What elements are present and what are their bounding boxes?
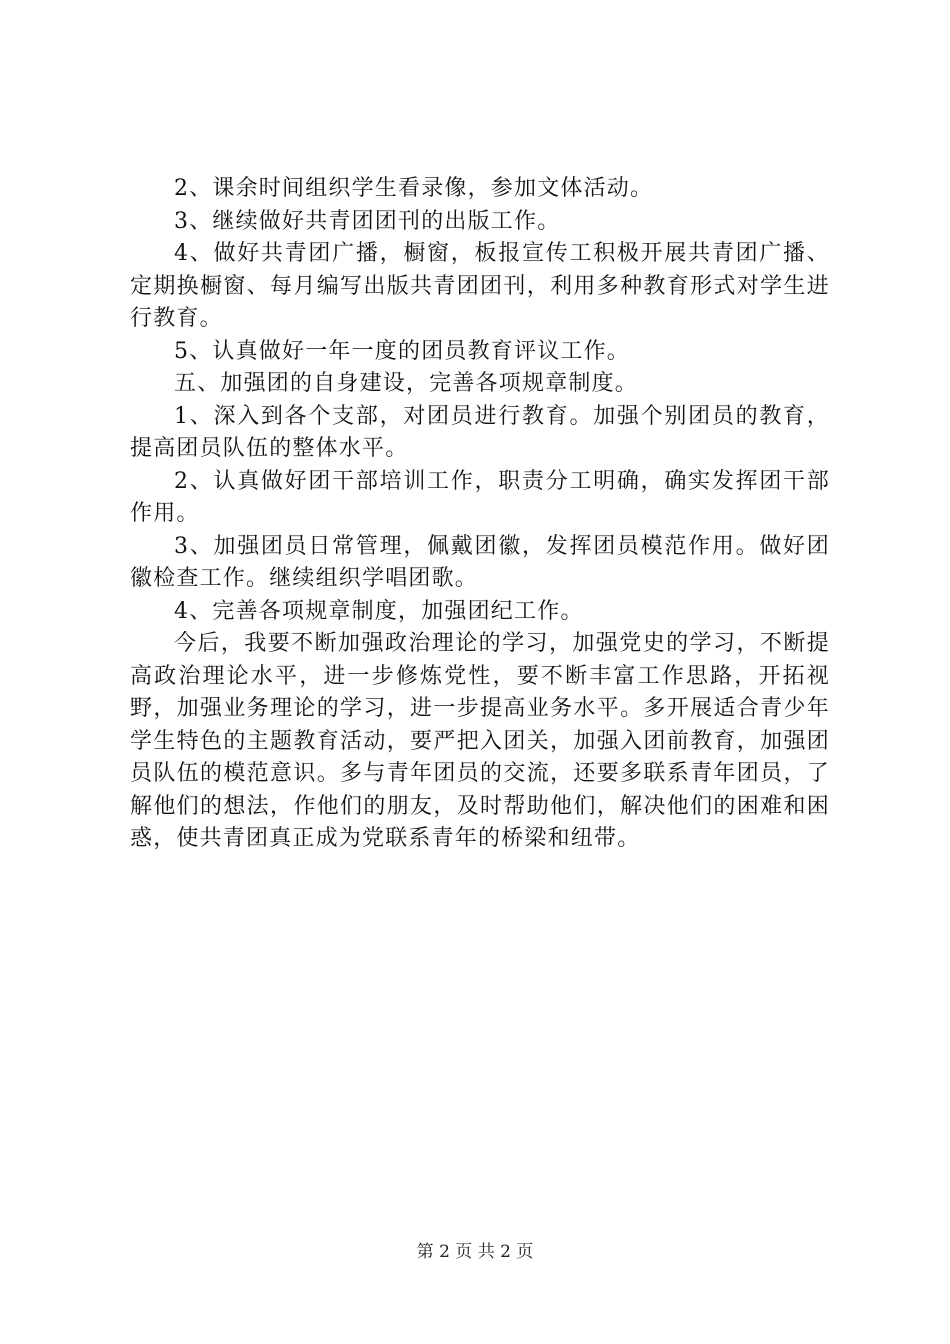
document-body [130,173,830,856]
paragraph-item-2: 2、课余时间组织学生看录像，参加文体活动。 [174,176,654,201]
paragraph-item-5: 5、认真做好一年一度的团员教育评议工作。 [174,338,630,364]
section-heading-five: 五、加强团的自身建设，完善各项规章制度。 [174,371,639,396]
paragraph-item-1b: 1、深入到各个支部，对团员进行教育。加强个别团员的教育，提高团员队伍的整体水平。 [130,403,830,461]
paragraph-item-4: 4、做好共青团广播，橱窗，板报宣传工积极开展共青团广播、定期换橱窗、每月编写出版共青团团刊，利用多种教育形式对学生进行教育。 [130,241,830,331]
closing-paragraph: 今后，我要不断加强政治理论的学习，加强党史的学习，不断提高政治理论水平，进一步修炼党性，要不断丰富工作思路，开拓视野，加强业务理论的学习，进一步提高业务水平。多开展适合青少年学生特色的主题教育活动，要严把入团关，加强入团前教育，加强团员队伍的模范意识。多与青年团员的交流，还要多联系青年团员，了解他们的想法，作他们的朋友，及时帮助他们，解决他们的困难和困惑，使共青团真正成为党联系青年的桥梁和纽带。 [130,631,830,851]
paragraph-item-4b: 4、完善各项规章制度，加强团纪工作。 [174,598,584,624]
paragraph-item-3: 3、继续做好共青团团刊的出版工作。 [174,208,561,234]
paragraph-item-3b: 3、加强团员日常管理，佩戴团徽，发挥团员模范作用。做好团徽检查工作。继续组织学唱团歌。 [130,533,830,591]
page-footer: 第 2 页 共 2 页 [416,1242,534,1262]
paragraph-item-2b: 2、认真做好团干部培训工作，职责分工明确，确实发挥团干部作用。 [130,468,830,526]
